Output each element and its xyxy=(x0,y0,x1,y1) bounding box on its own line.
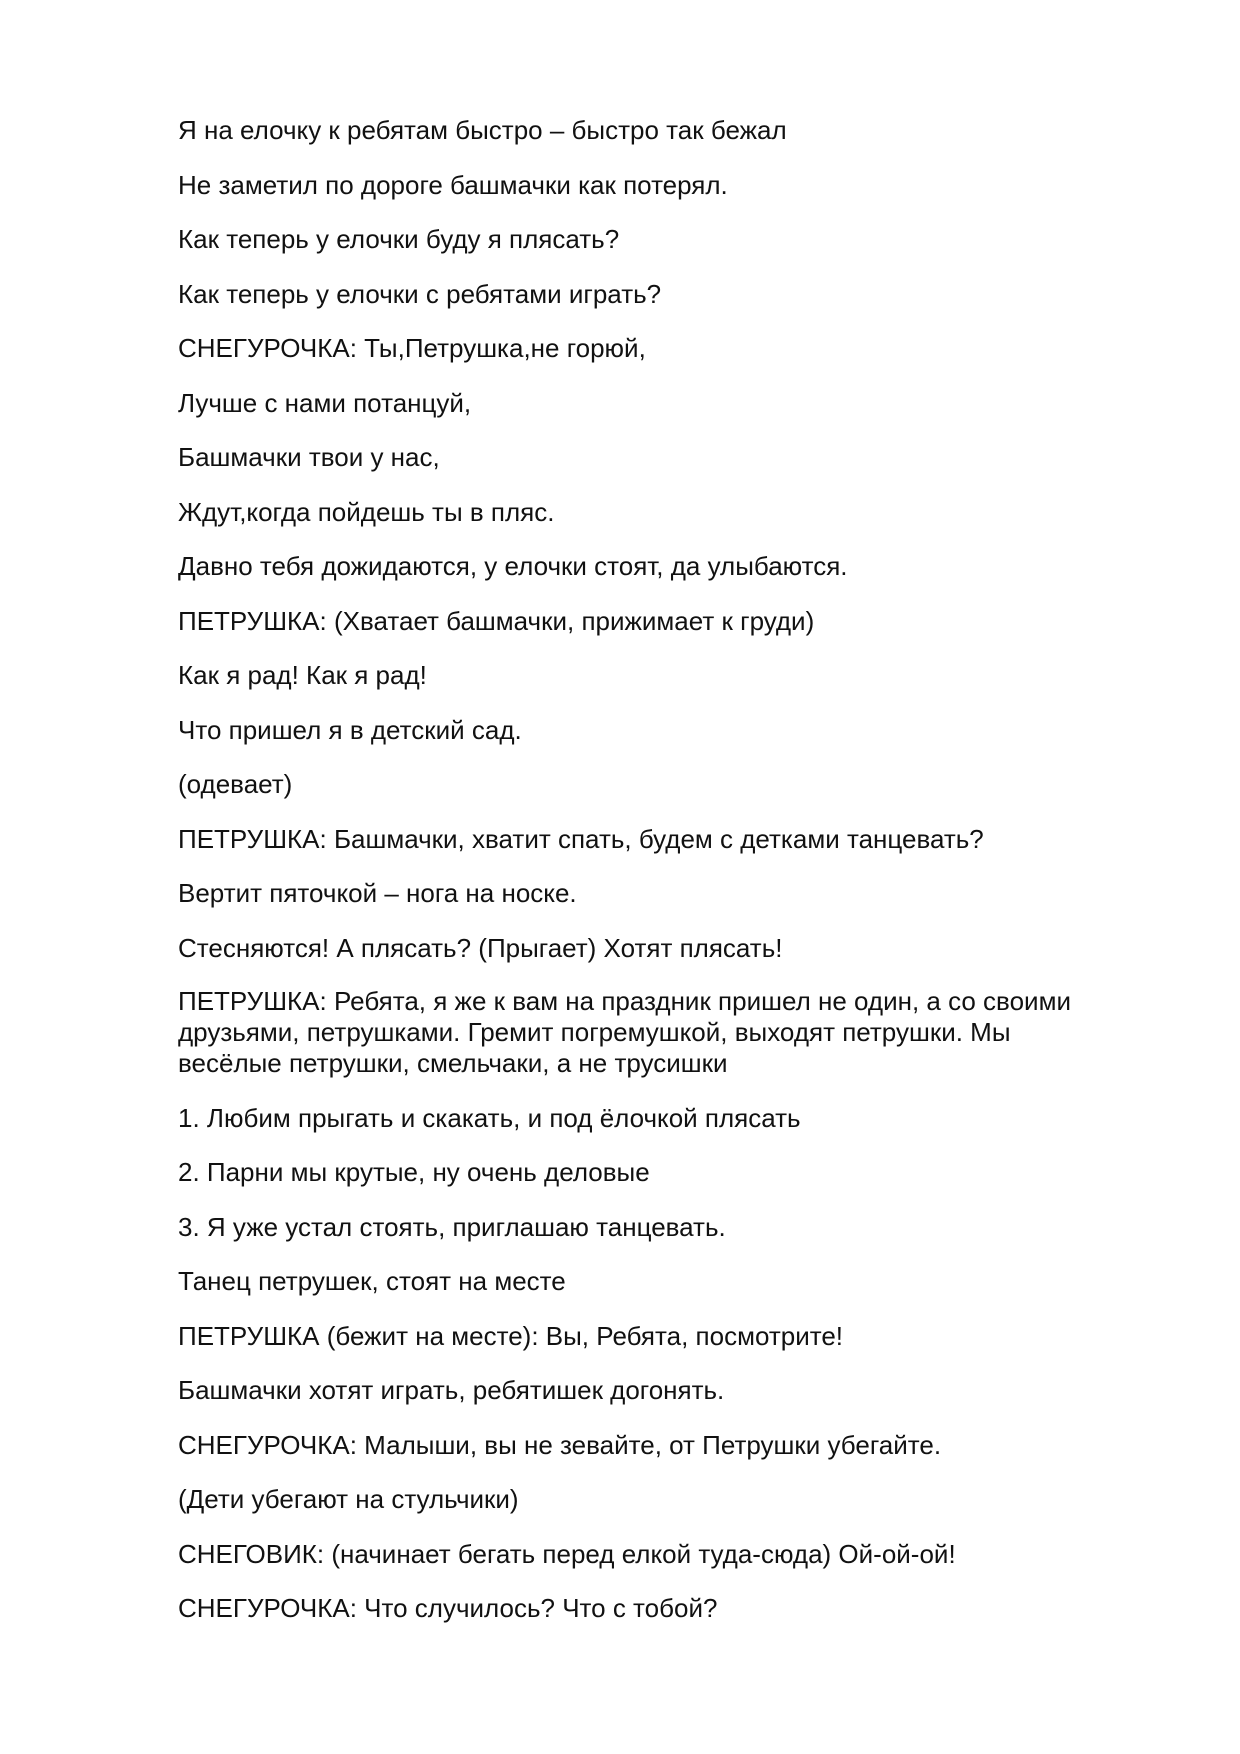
text-line: ПЕТРУШКА: Башмачки, хватит спать, будем с детками танцевать? xyxy=(178,823,984,854)
text-line: СНЕГОВИК: (начинает бегать перед елкой туда-сюда) Ой-ой-ой! xyxy=(178,1538,956,1569)
text-line: 1. Любим прыгать и скакать, и под ёлочкой плясать xyxy=(178,1102,801,1133)
text-line: Танец петрушек, стоят на месте xyxy=(178,1266,566,1296)
text-line: Ждут,когда пойдешь ты в пляс. xyxy=(178,496,555,527)
text-line: Как я рад! Как я рад! xyxy=(178,660,427,690)
script-text xyxy=(178,114,1178,1647)
text-line: СНЕГУРОЧКА: Ты,Петрушка,не горюй, xyxy=(178,333,646,363)
text-line: Лучше с нами потанцуй, xyxy=(178,387,472,418)
text-line: (Дети убегают на стульчики) xyxy=(178,1484,519,1514)
text-line: 3. Я уже устал стоять, приглашаю танцевать. xyxy=(178,1211,726,1242)
text-line: Башмачки хотят играть, ребятишек догонять. xyxy=(178,1375,725,1405)
text-line: ПЕТРУШКА (бежит на месте): Вы, Ребята, посмотрите! xyxy=(178,1320,844,1351)
text-line: Как теперь у елочки с ребятами играть? xyxy=(178,278,662,309)
text-line: (одевает) xyxy=(178,769,293,799)
text-line: ПЕТРУШКА: (Хватает башмачки, прижимает к груди) xyxy=(178,605,815,636)
text-line: Не заметил по дороге башмачки как потерял. xyxy=(178,169,728,200)
text-line: Вертит пяточкой – нога на носке. xyxy=(178,878,577,908)
text-line: СНЕГУРОЧКА: Что случилось? Что с тобой? xyxy=(178,1593,718,1623)
text-line: Давно тебя дожидаются, у елочки стоят, да улыбаются. xyxy=(178,551,848,581)
paragraph-line: ПЕТРУШКА: Ребята, я же к вам на праздник пришел не один, а со своими xyxy=(178,986,1071,1016)
text-line: Что пришел я в детский сад. xyxy=(178,714,522,745)
paragraph-line: весёлые петрушки, смельчаки, а не трусишки xyxy=(178,1048,728,1078)
multiline-paragraph xyxy=(178,986,1178,1079)
text-line: Башмачки твои у нас, xyxy=(178,442,440,472)
text-line: 2. Парни мы крутые, ну очень деловые xyxy=(178,1157,650,1187)
text-line: СНЕГУРОЧКА: Малыши, вы не зевайте, от Петрушки убегайте. xyxy=(178,1429,942,1460)
text-line: Я на елочку к ребятам быстро – быстро так бежал xyxy=(178,115,787,145)
paragraph-line: друзьями, петрушками. Гремит погремушкой, выходят петрушки. Мы xyxy=(178,1017,1011,1047)
text-line: Стесняются! А плясать? (Прыгает) Хотят плясать! xyxy=(178,932,783,963)
text-line: Как теперь у елочки буду я плясать? xyxy=(178,224,620,254)
